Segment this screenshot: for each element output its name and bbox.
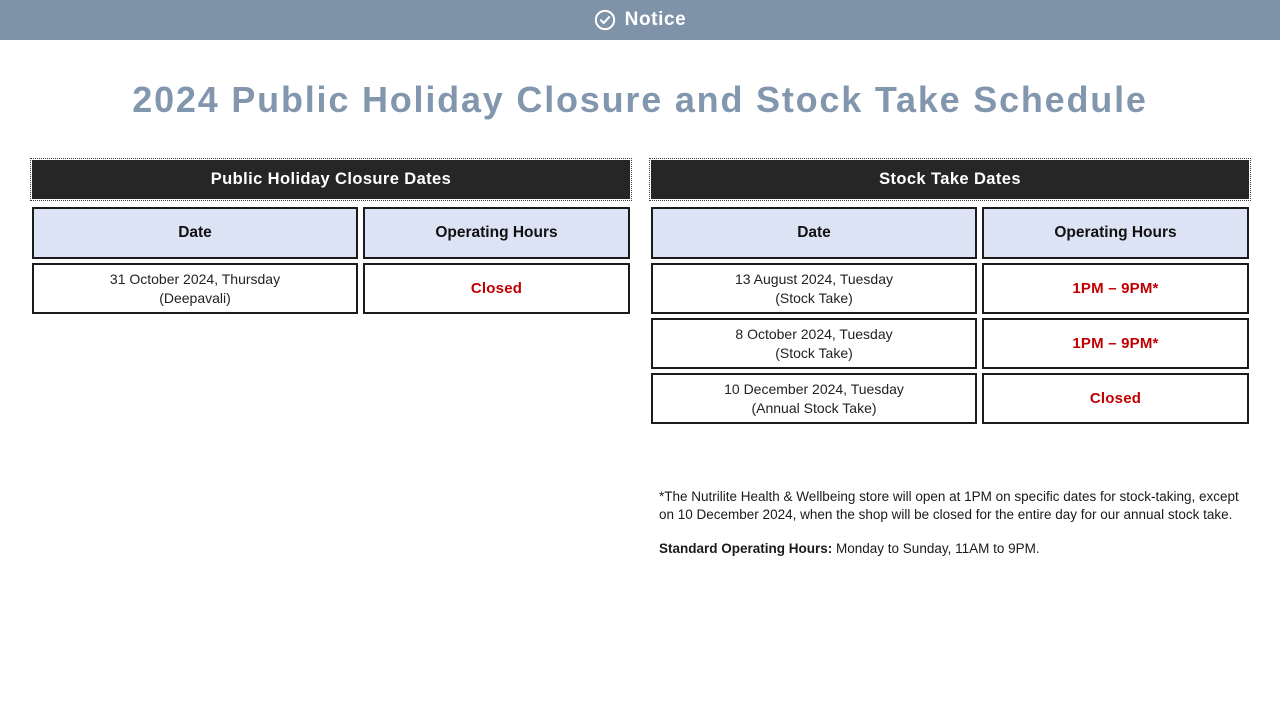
hours-cell: Closed (982, 373, 1249, 424)
column-header-date: Date (32, 207, 358, 259)
column-header-date: Date (651, 207, 977, 259)
table-title: Public Holiday Closure Dates (32, 160, 630, 199)
standard-hours (659, 540, 1245, 558)
hours-cell: 1PM – 9PM* (982, 263, 1249, 314)
table-row (651, 373, 1249, 424)
date-cell (651, 318, 977, 369)
page-title: 2024 Public Holiday Closure and Stock Take Schedule (132, 79, 1148, 120)
date-line-2: (Stock Take) (775, 289, 853, 306)
date-cell (651, 263, 977, 314)
hours-cell: 1PM – 9PM* (982, 318, 1249, 369)
date-line-2: (Deepavali) (159, 289, 231, 306)
hours-cell: Closed (363, 263, 630, 314)
standard-hours-label: Standard Operating Hours: (659, 541, 833, 556)
table-header-row (651, 207, 1249, 259)
table-row (32, 263, 630, 314)
holiday-closure-table (32, 160, 630, 318)
notice-label: Notice (624, 9, 687, 30)
table-title: Stock Take Dates (651, 160, 1249, 199)
date-line-1: 31 October 2024, Thursday (109, 270, 281, 287)
standard-hours-value: Monday to Sunday, 11AM to 9PM. (832, 541, 1040, 556)
date-cell (651, 373, 977, 424)
date-line-1: 10 December 2024, Tuesday (724, 380, 904, 397)
date-line-2: (Stock Take) (775, 344, 853, 361)
date-line-2: (Annual Stock Take) (751, 399, 877, 416)
stock-take-table (651, 160, 1249, 428)
table-row (651, 263, 1249, 314)
column-header-hours: Operating Hours (363, 207, 630, 259)
notice-bar (0, 0, 1280, 40)
footnote-text: *The Nutrilite Health & Wellbeing store will open at 1PM on specific dates for stock-taking, except on 10 December 2024, when the shop will be closed for the entire day for our annual stock take. (659, 489, 1239, 522)
table-row (651, 318, 1249, 369)
date-line-1: 13 August 2024, Tuesday (734, 270, 893, 287)
footnote-block (659, 488, 1245, 558)
date-cell (32, 263, 358, 314)
check-circle-icon (594, 9, 616, 31)
column-header-hours: Operating Hours (982, 207, 1249, 259)
date-line-1: 8 October 2024, Tuesday (735, 325, 893, 342)
table-header-row (32, 207, 630, 259)
